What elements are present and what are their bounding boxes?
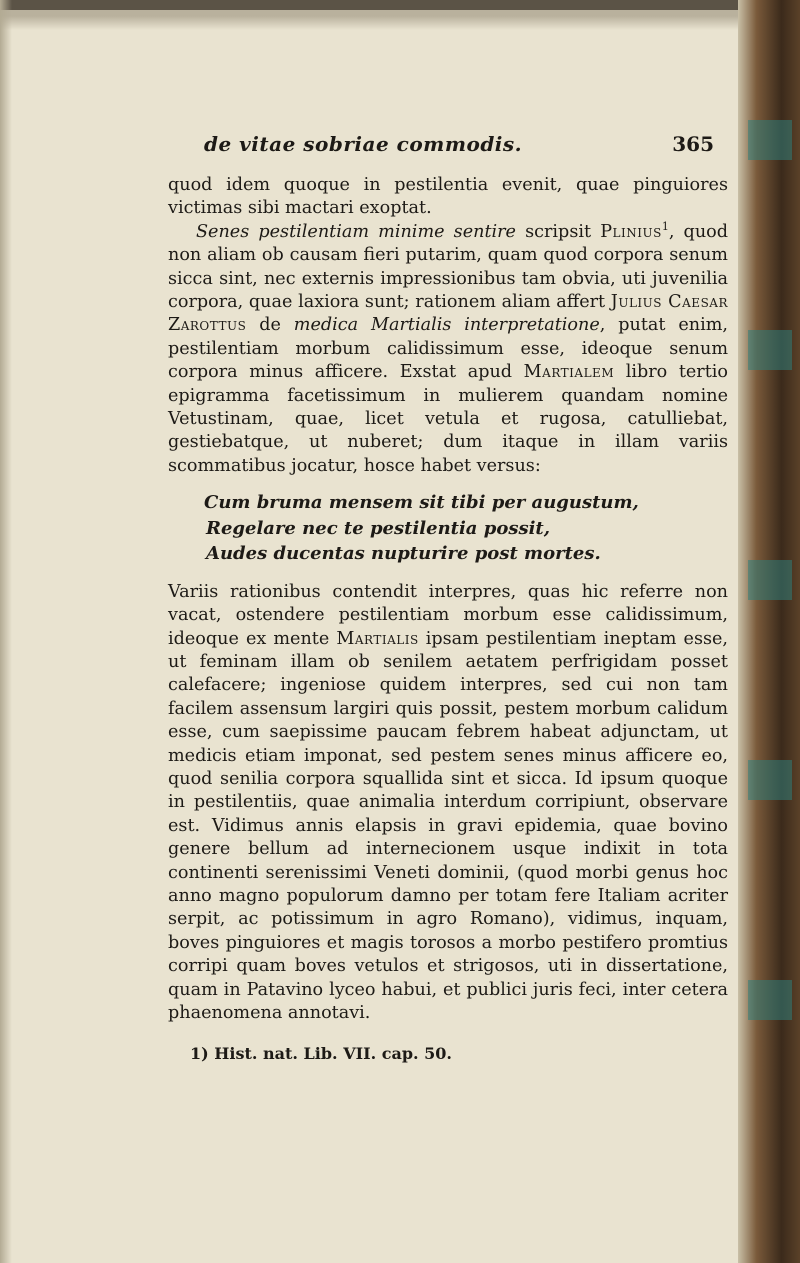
book-spine <box>738 0 800 1263</box>
verse-block <box>204 490 728 567</box>
text-run: de <box>246 315 294 336</box>
paragraph-2 <box>168 221 728 478</box>
page-top-edge <box>0 0 790 30</box>
paragraph-1 <box>168 174 728 221</box>
text-run: Variis rationibus contendit interpres, quas hic referre non vacat, ostendere pestilentiam morbum esse calidissimum, ideoque ex mente <box>168 581 728 649</box>
gutter-shadow <box>0 0 12 1263</box>
running-title: de vitae sobriae commodis. <box>204 132 523 156</box>
spine-band <box>748 330 792 370</box>
paragraph-1-text: quod idem quoque in pestilentia evenit, quae pinguiores victimas sibi mactari exoptat. <box>168 175 728 219</box>
page-number: 365 <box>672 132 714 156</box>
author-name: Julius Caesar Zarottus <box>168 292 728 336</box>
spine-band <box>748 760 792 800</box>
text-run: scripsit <box>515 221 601 242</box>
author-name: Martialem <box>523 362 615 383</box>
spine-band <box>748 120 792 160</box>
author-name: Plinius <box>600 221 662 242</box>
text-run: , putat enim, pestilentiam morbum calidissimum esse, ideoque senum corpora minus afficere. Exstat apud <box>168 315 728 383</box>
verse-line: Audes ducentas nupturire post mortes. <box>206 543 601 565</box>
text-run: ipsam pestilentiam ineptam esse, ut feminam illam ob senilem aetatem perfrigidam posset calefacere; ingeniose quidem interpres, sed cui non tam facilem assensum largiri quis possit, pestem morbum calidum esse, cum saepissime paucam febrem habeat adjunctam, ut medicis etiam imponat, sed pestem senes minus afficere eo, quod senilia corpora squallida sint et sicca. Id ipsum quoque in pestilentiis, quae animalia interdum corripiunt, observare est. Vidimus annis elapsis in gravi epidemia, quae bovino genere bellum ad internecionem usque indixit in tota continenti serenissimi Veneti dominii, (quod morbi genus hoc anno magno populorum damno per totam fere Italiam acriter serpit, ac potissimum in agro Romano), vidimus, inquam, boves pinguiores et magis torosos a morbo pestifero promtius corripi quam boves vetulos et strigosos, uti in dissertatione, quam in Patavino lyceo habui, et publici juris feci, inter cetera phaenomena annotavi. <box>168 628 729 1024</box>
text-run: libro tertio epigramma facetissimum in mulierem quandam nomine Vetustinam, quae, licet vetula et rugosa, catulliebat, gestiebatque, ut nuberet; dum itaque in illam variis scommatibus jocatur, hosce habet versus: <box>168 362 729 476</box>
italic-lead: Senes pestilentiam minime sentire <box>196 221 516 242</box>
author-name: Martialis <box>336 628 419 649</box>
spine-band <box>748 560 792 600</box>
text-block <box>168 128 728 1063</box>
footnote-ref: 1 <box>661 219 669 233</box>
spine-band <box>748 980 792 1020</box>
paragraph-3 <box>168 581 728 1026</box>
footnote: 1) Hist. nat. Lib. VII. cap. 50. <box>190 1043 452 1063</box>
text-run: , quod non aliam ob causam fieri putarim, quam quod corpora senum sicca sint, nec externis impressionibus tam obvia, uti juvenilia corpora, quae laxiora sunt; rationem aliam affert <box>168 221 729 313</box>
verse-line: Cum bruma mensem sit tibi per augustum, <box>204 492 639 514</box>
verse-line: Regelare nec te pestilentia possit, <box>206 517 551 539</box>
work-title: medica Martialis interpretatione <box>293 315 600 336</box>
page-header <box>168 128 728 162</box>
